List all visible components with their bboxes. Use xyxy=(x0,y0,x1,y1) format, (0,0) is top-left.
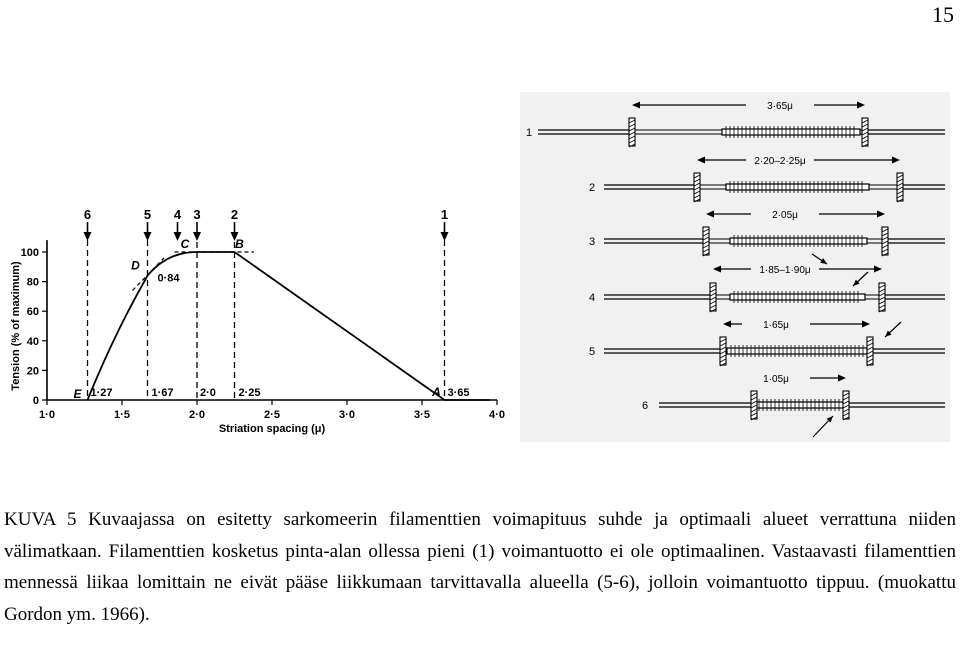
thick-filament xyxy=(726,184,869,190)
marker-arrowhead-6 xyxy=(84,232,92,241)
x-tick-label: 2·0 xyxy=(189,409,205,421)
point-letter-B: B xyxy=(235,237,244,251)
x-tick-label: 1·0 xyxy=(39,409,55,421)
x-tick-label: 3·5 xyxy=(414,409,430,421)
point-letter-A: A xyxy=(432,385,441,399)
y-tick-label: 60 xyxy=(26,306,39,319)
x-tick-label: 4·0 xyxy=(489,409,505,421)
dimension-label-6: 1·05μ xyxy=(763,374,789,385)
point-letter-E: E xyxy=(73,387,82,401)
sarcomere-diagram xyxy=(520,92,950,442)
point-letter-D: D xyxy=(131,258,140,273)
marker-label-3: 3 xyxy=(193,207,201,222)
point-value-C: 2·0 xyxy=(200,387,216,399)
diagram-background xyxy=(520,92,950,442)
marker-label-1: 1 xyxy=(440,207,449,222)
d-value-label: 0·84 xyxy=(157,272,180,285)
row-number-4: 4 xyxy=(588,292,596,304)
row-number-5: 5 xyxy=(588,346,596,358)
x-tick-label: 3·0 xyxy=(339,409,355,421)
point-value-B: 2·25 xyxy=(238,387,261,399)
thick-filament xyxy=(722,129,860,135)
y-tick-label: 40 xyxy=(26,335,39,348)
tension-chart xyxy=(10,207,505,435)
dimension-label-1: 3·65μ xyxy=(767,101,793,112)
marker-arrowhead-1 xyxy=(441,232,449,241)
y-tick-label: 80 xyxy=(26,276,39,289)
y-tick-label: 20 xyxy=(26,365,39,378)
x-axis-label: Striation spacing (μ) xyxy=(218,423,326,435)
caption-text: KUVA 5 Kuvaajassa on esitetty sarkomeerin filamenttien voimapituus suhde ja optimaali alueet verrattuna niiden välimatkaan. Filamenttien kosketus pinta-alan ollessa pieni (1) voimantuotto ei ole optimaalinen. Vastaavasti filamenttien mennessä liikaa lomittain ne eivät pääse liikkumaan tarvittavalla alueella (5-6), jolloin voimantuotto tippuu. (muokattu Gordon ym. 1966). xyxy=(4,509,956,625)
point-value-E: 1·27 xyxy=(90,387,113,399)
row-number-6: 6 xyxy=(641,400,649,412)
marker-arrowhead-3 xyxy=(193,232,201,241)
row-number-1: 1 xyxy=(525,127,533,139)
dimension-label-3: 2·05μ xyxy=(772,210,798,221)
marker-label-4: 4 xyxy=(173,207,182,222)
marker-label-6: 6 xyxy=(83,207,92,222)
page-number: 15 xyxy=(932,2,954,27)
thick-filament xyxy=(730,238,867,244)
figure-caption xyxy=(4,504,956,630)
point-value-D: 1·67 xyxy=(151,387,174,399)
marker-arrowhead-5 xyxy=(144,232,152,241)
dimension-label-2: 2·20–2·25μ xyxy=(754,156,806,167)
dimension-label-4: 1·85–1·90μ xyxy=(759,265,811,276)
row-number-3: 3 xyxy=(588,236,596,248)
marker-label-2: 2 xyxy=(230,207,239,222)
y-tick-label: 100 xyxy=(20,247,39,259)
dimension-label-5: 1·65μ xyxy=(763,320,789,331)
y-tick-label: 0 xyxy=(32,395,39,407)
point-value-A: 3·65 xyxy=(447,387,470,399)
thick-filament xyxy=(755,402,845,408)
marker-label-5: 5 xyxy=(143,207,152,222)
x-tick-label: 2·5 xyxy=(264,409,280,421)
y-axis-label: Tension (% of maximum) xyxy=(10,261,22,391)
x-tick-label: 1·5 xyxy=(114,409,130,421)
thick-filament xyxy=(727,348,867,354)
point-letter-C: C xyxy=(180,237,190,251)
row-number-2: 2 xyxy=(588,182,596,194)
